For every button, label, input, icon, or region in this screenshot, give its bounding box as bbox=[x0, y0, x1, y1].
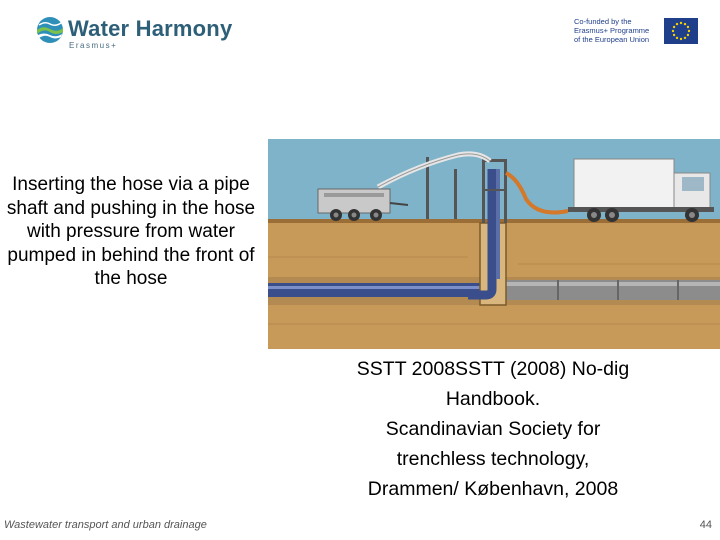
eu-star-icon bbox=[680, 22, 682, 24]
eu-star-icon bbox=[687, 34, 689, 36]
page-number: 44 bbox=[699, 519, 712, 531]
citation-line-5: Drammen/ København, 2008 bbox=[367, 478, 619, 500]
eu-cofunded-text bbox=[574, 17, 664, 44]
eu-line-1: Co-funded by the bbox=[574, 17, 632, 26]
eu-star-icon bbox=[673, 34, 675, 36]
citation-line-4: trenchless technology, bbox=[396, 448, 590, 470]
eu-star-icon bbox=[676, 23, 678, 25]
logo-subtitle: Erasmus+ bbox=[69, 41, 118, 50]
eu-star-icon bbox=[673, 26, 675, 28]
eu-line-3: of the European Union bbox=[574, 35, 650, 44]
water-harmony-globe-icon bbox=[36, 16, 64, 44]
eu-star-icon bbox=[680, 38, 682, 40]
eu-star-icon bbox=[676, 37, 678, 39]
eu-star-icon bbox=[687, 26, 689, 28]
eu-star-icon bbox=[688, 30, 690, 32]
water-harmony-logo bbox=[36, 14, 233, 50]
citation-line-3: Scandinavian Society for bbox=[385, 418, 601, 440]
eu-line-2: Erasmus+ Programme bbox=[574, 26, 650, 35]
logo-name: Water Harmony bbox=[68, 16, 233, 41]
footer-course-title: Wastewater transport and urban drainage bbox=[4, 519, 207, 531]
slide-caption: Inserting the hose via a pipe shaft and pushing in the hose with pressure from water pumped in behind the front of the hose bbox=[6, 174, 256, 289]
eu-star-icon bbox=[684, 23, 686, 25]
eu-star-icon bbox=[684, 37, 686, 39]
citation-line-1: SSTT 2008SSTT (2008) No-dig bbox=[356, 358, 630, 380]
citation bbox=[318, 354, 668, 504]
eu-star-icon bbox=[672, 30, 674, 32]
hose-insertion-illustration bbox=[268, 139, 720, 349]
eu-flag-icon bbox=[664, 18, 698, 44]
citation-line-2: Handbook. bbox=[445, 388, 541, 410]
